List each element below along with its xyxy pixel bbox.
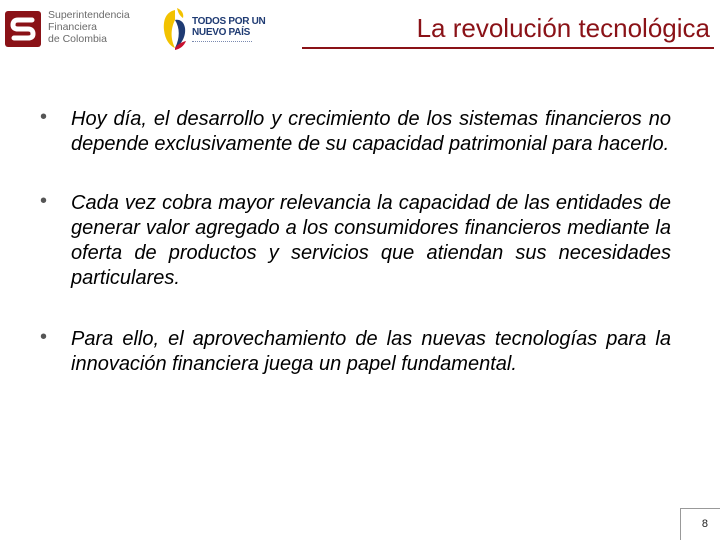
bullet-item — [40, 191, 671, 291]
bullet-icon: • — [40, 326, 48, 348]
sfc-logo-line-1: Superintendencia — [48, 9, 130, 21]
bullet-item — [40, 327, 671, 377]
colombia-emblem-icon — [160, 6, 190, 52]
sfc-logo-line-3: de Colombia — [48, 33, 107, 45]
slide-title: La revolución tecnológica — [416, 13, 710, 43]
page-number: 8 — [701, 518, 708, 530]
page-number-box — [680, 508, 720, 540]
tpn-logo-subline — [192, 41, 252, 44]
bullet-text: Para ello, el aprovechamiento de las nuevas tecnologías para la innovación financiera juega un papel fundamental. — [71, 328, 671, 375]
sfc-logo-icon — [4, 10, 42, 48]
slide-body — [40, 107, 671, 377]
bullet-item — [40, 107, 671, 157]
superintendencia-logo — [4, 8, 134, 50]
bullet-text: Cada vez cobra mayor relevancia la capacidad de las entidades de generar valor agregado a los consumidores financieros mediante la oferta de productos y servicios que atiendan sus necesidades particulares. — [71, 192, 671, 289]
tpn-logo-line-2: NUEVO PAÍS — [192, 27, 250, 38]
bullet-icon: • — [40, 106, 48, 128]
sfc-logo-line-2: Financiera — [48, 21, 98, 33]
title-underline — [302, 47, 714, 49]
bullet-icon: • — [40, 190, 48, 212]
todos-por-un-nuevo-pais-logo — [160, 6, 266, 52]
tpn-logo-line-1: TODOS POR UN — [192, 16, 266, 27]
slide-header — [0, 0, 720, 62]
bullet-text: Hoy día, el desarrollo y crecimiento de los sistemas financieros no depende exclusivamente de su capacidad patrimonial para hacerlo. — [71, 108, 671, 155]
